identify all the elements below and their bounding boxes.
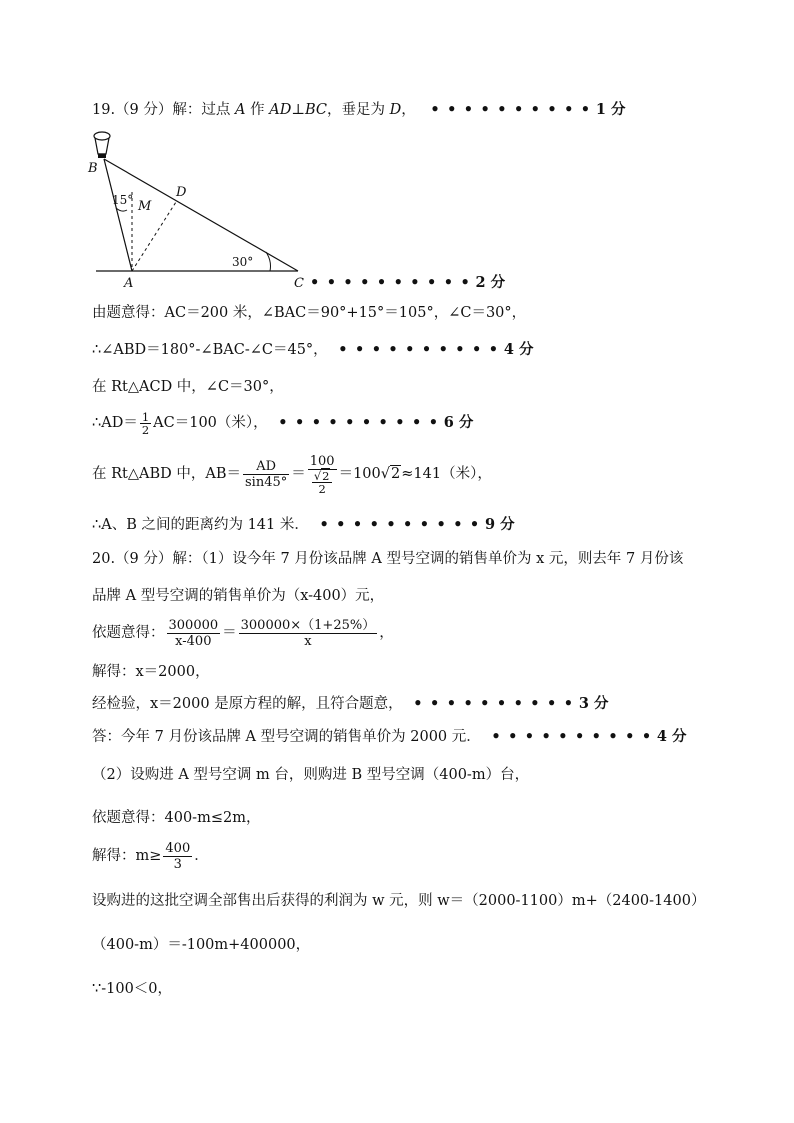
fraction-400-over-3 [163, 841, 192, 872]
q20-line-10 [92, 891, 705, 911]
q20-answer: 答：今年 7 月份该品牌 A 型号空调的销售单价为 2000 元． [92, 729, 481, 745]
q20-line-11 [92, 935, 310, 955]
q20-equation-label: 依题意得： [92, 625, 165, 641]
fraction-300000-over-x-400 [167, 618, 221, 649]
figure-score [310, 273, 505, 293]
q19-point-d: D [389, 102, 402, 118]
score-dots: • • • • • • • • • • [413, 695, 575, 712]
score-dots: • • • • • • • • • • [338, 341, 500, 358]
q20-text: 品牌 A 型号空调的销售单价为（x-400）元， [92, 588, 385, 604]
fraction-one-half [140, 411, 151, 436]
q20-line-6 [92, 727, 687, 747]
equals-sign: ＝ [222, 625, 237, 641]
segment-ba [104, 159, 132, 271]
q19-ad-value: AC＝100（米）， [153, 415, 268, 431]
angle-label-15: 15° [112, 193, 134, 207]
fraction-denominator: x-400 [175, 633, 212, 649]
sqrt-symbol: √ [380, 466, 391, 482]
label-d: D [176, 185, 187, 200]
q20-solution: 解得：x＝2000， [92, 664, 210, 680]
label-c: C [294, 276, 304, 290]
period: ． [194, 848, 209, 864]
q19-angle-abd-text: ∴∠ABD＝180°-∠BAC-∠C＝45°， [92, 342, 328, 358]
score-dots: • • • • • • • • • • [430, 101, 592, 118]
equals-sign: ＝ [291, 466, 306, 482]
lamp-icon [94, 132, 110, 158]
fraction-numerator: 300000×（1+25%） [240, 617, 376, 633]
score-label: 4 分 [503, 341, 534, 358]
q20-line-5 [92, 694, 608, 714]
fraction-numerator: √2 [312, 470, 333, 483]
score-label: 3 分 [578, 695, 609, 712]
q19-point-a: A [235, 102, 246, 118]
score-label: 6 分 [443, 414, 474, 431]
q20-check: 经检验，x＝2000 是原方程的解，且符合题意， [92, 696, 403, 712]
q20-line-4 [92, 662, 210, 682]
q20-line-3 [92, 615, 394, 651]
q19-header-text-2: 作 [245, 102, 265, 118]
score-label: 1 分 [595, 101, 626, 118]
q19-line-1 [92, 303, 526, 323]
angle-arc-15 [116, 208, 127, 211]
q19-header-text: 19.（9 分）解：过点 [92, 102, 231, 118]
fraction-denominator: 2 [318, 481, 326, 496]
q19-ad-text: ∴AD＝ [92, 415, 138, 431]
q20-line-12 [92, 979, 172, 999]
score-dots: • • • • • • • • • • [310, 274, 471, 291]
fraction-100-over-root2-half [308, 454, 337, 495]
q19-perp-symbol: ⊥ [291, 102, 305, 118]
fraction-denominator: 2 [141, 422, 150, 437]
label-a: A [124, 276, 134, 290]
q20-profit: 设购进的这批空调全部售出后获得的利润为 w 元，则 w＝（2000-1100）m+（2400-1400） [92, 893, 706, 909]
fraction-numerator: AD [243, 459, 289, 475]
fraction-denominator: sin45° [245, 474, 288, 490]
q20-m-range: 解得：m≥ [92, 848, 162, 864]
fraction-numerator: 300000 [168, 617, 219, 633]
q19-ab-value: ＝100 [338, 466, 381, 482]
fraction-denominator [308, 470, 337, 495]
q20-line-8 [92, 808, 260, 828]
fraction-numerator: 1 [141, 409, 150, 424]
fraction-denominator: 3 [173, 856, 182, 872]
q20-line-9 [92, 838, 209, 874]
fraction-numerator: 400 [165, 840, 191, 856]
fraction-numerator: 100 [309, 453, 335, 469]
q20-part2: （2）设购进 A 型号空调 m 台，则购进 B 型号空调（400-m）台， [92, 767, 530, 783]
score-dots: • • • • • • • • • • [278, 414, 440, 431]
q19-ab-approx: ≈141（米）， [401, 466, 492, 482]
q20-line-2 [92, 586, 384, 606]
q19-header-text-3: ，垂足为 [327, 102, 385, 118]
q20-line-1 [92, 549, 683, 569]
fraction-denominator: x [304, 633, 312, 649]
q19-header-comma: ， [401, 102, 416, 118]
label-m: M [138, 199, 152, 214]
fraction-root2-over-2 [312, 470, 333, 495]
score-dots: • • • • • • • • • • [491, 728, 653, 745]
fraction-ad-over-sin45 [243, 459, 289, 490]
score-label: 4 分 [656, 728, 687, 745]
q19-line-6 [92, 515, 515, 535]
geometry-figure [80, 130, 320, 290]
angle-label-30: 30° [232, 255, 254, 269]
sqrt-radicand: 2 [322, 468, 330, 483]
q19-header [92, 100, 626, 120]
q20-profit-expr: （400-m）＝-100m+400000， [92, 937, 311, 953]
q19-segment-ad: AD [269, 102, 292, 118]
segment-bc [104, 159, 298, 271]
q19-conclusion: ∴A、B 之间的距离约为 141 米． [92, 517, 309, 533]
q19-line-4 [92, 408, 473, 438]
q19-rt-acd-text: 在 Rt△ACD 中，∠C＝30°， [92, 379, 284, 395]
q20-line-7 [92, 765, 529, 785]
q20-header: 20.（9 分）解：（1）设今年 7 月份该品牌 A 型号空调的销售单价为 x 元，则去年 7 月份该 [92, 551, 684, 567]
q19-line-3 [92, 377, 284, 397]
score-dots: • • • • • • • • • • [319, 516, 481, 533]
q19-line-2 [92, 340, 533, 360]
sqrt-radicand: 2 [391, 466, 401, 482]
fraction-300000-125-over-x [239, 618, 378, 649]
score-label: 2 分 [475, 274, 506, 291]
q19-given-text: 由题意得：AC＝200 米，∠BAC＝90°+15°＝105°，∠C＝30°， [92, 305, 527, 321]
label-b: B [88, 161, 98, 176]
q19-ab-text: 在 Rt△ABD 中，AB＝ [92, 466, 241, 482]
q20-inequality: 依题意得：400-m≤2m， [92, 810, 261, 826]
q19-segment-bc: BC [304, 102, 327, 118]
q19-line-5 [92, 448, 492, 500]
comma: ， [379, 625, 394, 641]
q20-sign: ∵-100＜0， [92, 981, 173, 997]
score-label: 9 分 [485, 516, 515, 533]
